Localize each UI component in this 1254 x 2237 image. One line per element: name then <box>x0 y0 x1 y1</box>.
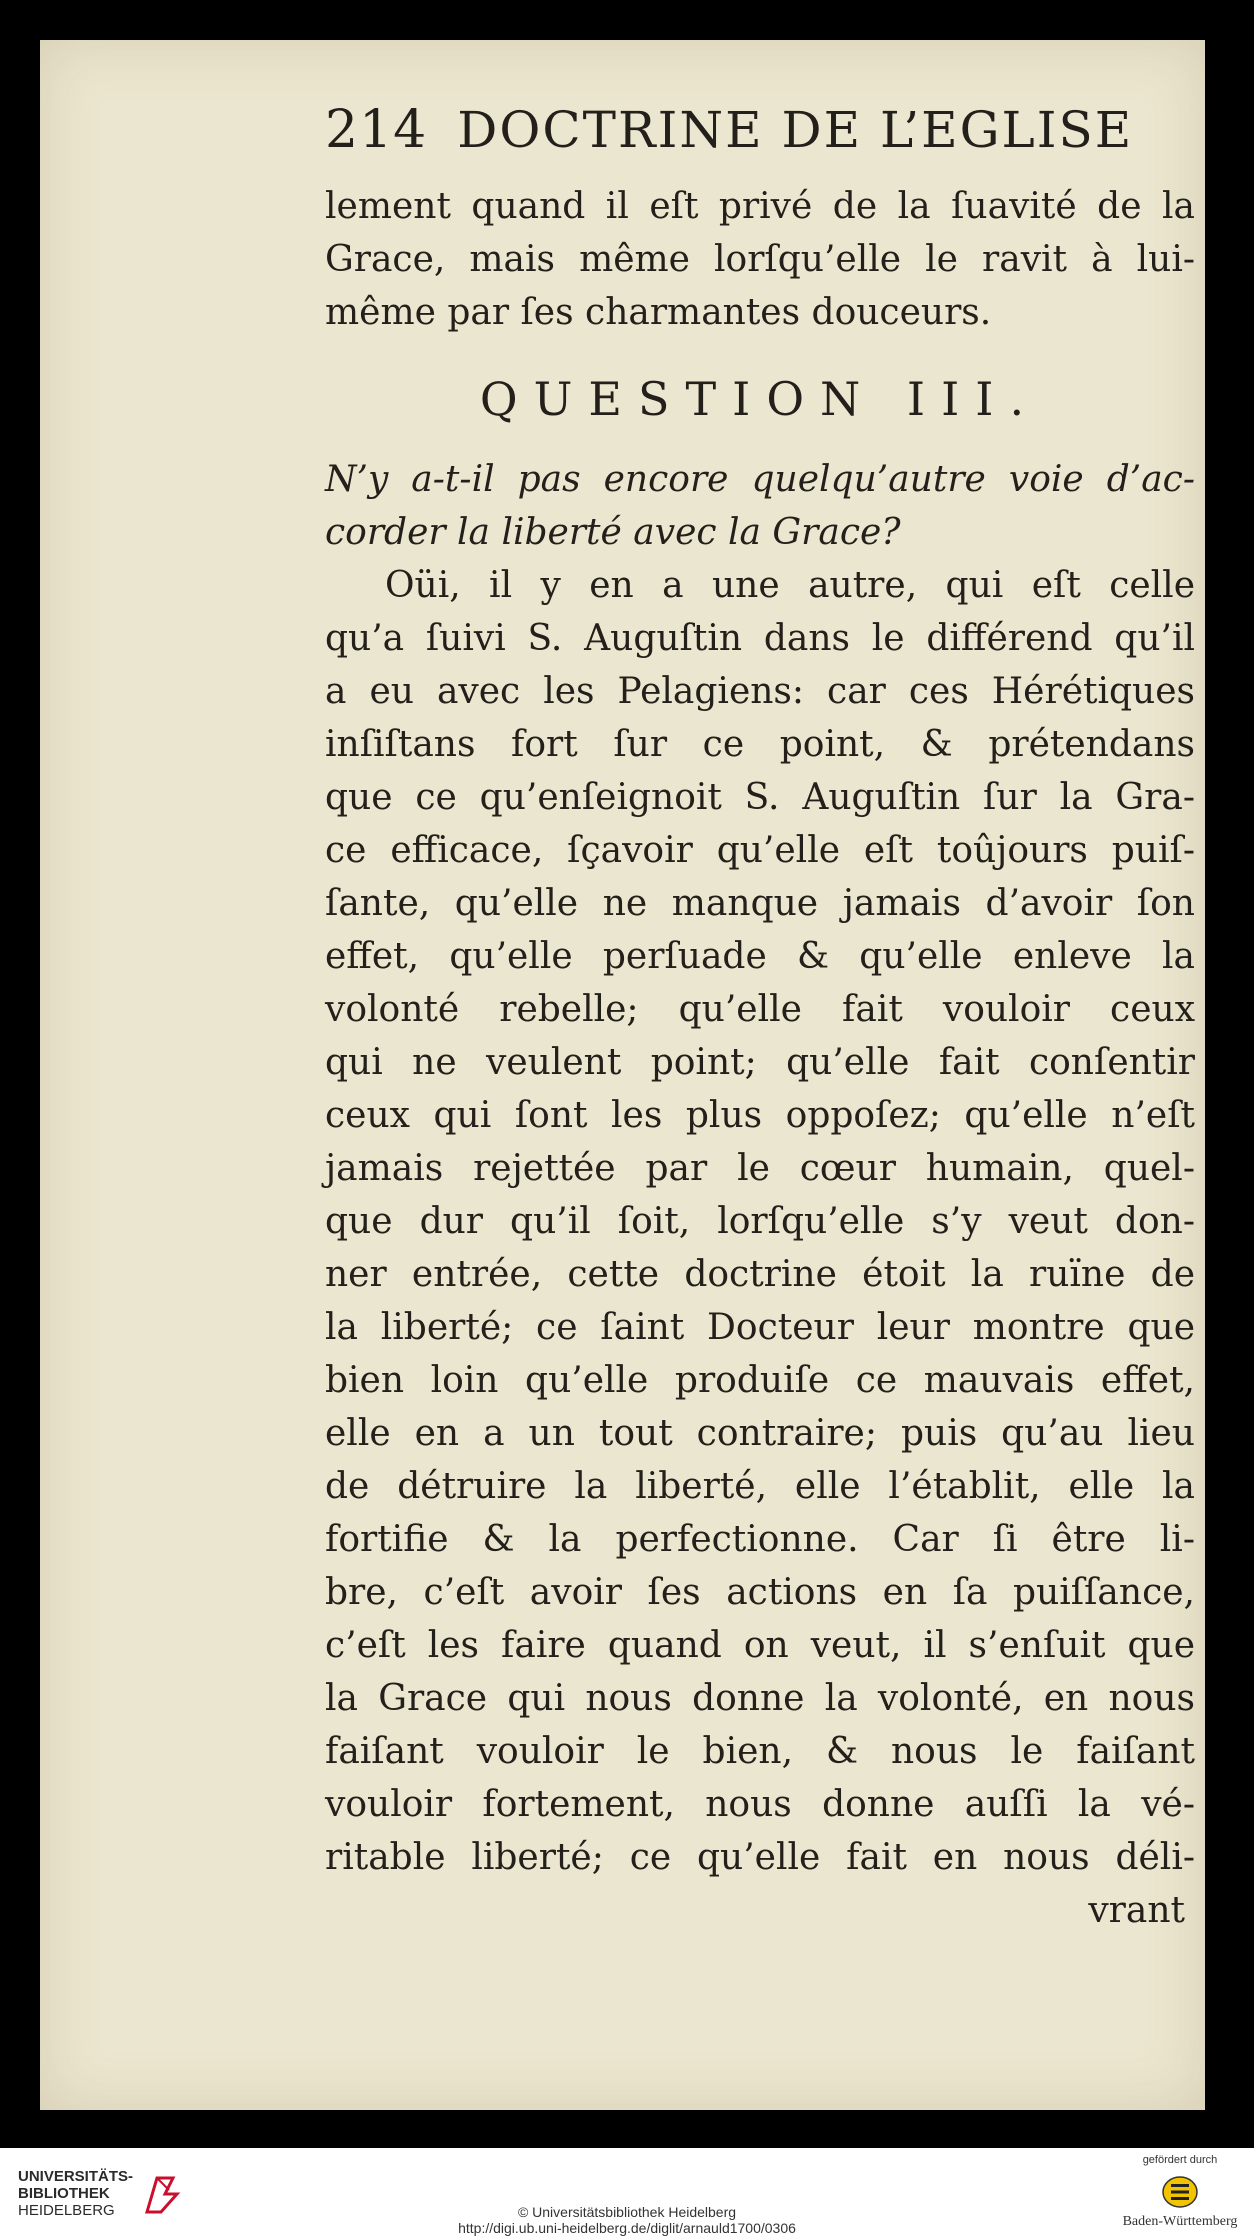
text-line: volonté rebelle; qu’elle fait vouloir ceux <box>325 989 1195 1030</box>
question-text <box>325 453 1240 559</box>
sponsor-block[interactable] <box>1120 2154 1240 2230</box>
text-line: de détruire la liberté, elle l’établit, elle la <box>325 1466 1195 1507</box>
text-block <box>325 100 1240 1937</box>
copyright-notice: © Universitätsbibliothek Heidelberg <box>517 2204 737 2220</box>
text-line: qui ne veulent point; qu’elle fait conſentir <box>325 1042 1195 1083</box>
text-line: fortifie & la perfectionne. Car ſi être li- <box>325 1519 1195 1560</box>
text-line: ritable liberté; ce qu’elle fait en nous déli- <box>325 1837 1195 1878</box>
text-line: ce efficace, ſçavoir qu’elle eſt toûjours puiſ- <box>325 830 1195 871</box>
text-line: même par ſes charmantes douceurs. <box>325 292 992 333</box>
text-line: ceux qui ſont les plus oppoſez; qu’elle n’eſt <box>325 1095 1195 1136</box>
text-line: qu’a ſuivi S. Auguſtin dans le différend qu’il <box>325 618 1195 659</box>
answer-paragraph <box>325 559 1240 1884</box>
viewer-footer <box>0 2148 1254 2237</box>
text-line: inſiſtans fort ſur ce point, & prétendans <box>325 724 1195 765</box>
text-line: faiſant vouloir le bien, & nous le faiſant <box>325 1731 1195 1772</box>
text-line: effet, qu’elle perſuade & qu’elle enleve la <box>325 936 1195 977</box>
page-number: 214 <box>325 100 428 160</box>
text-line: c’eſt les faire quand on veut, il s’enſuit que <box>325 1625 1195 1666</box>
text-line: Oüi, il y en a une autre, qui eſt celle <box>385 565 1195 606</box>
text-line: que ce qu’enſeignoit S. Auguſtin ſur la Gra- <box>325 777 1195 818</box>
scanned-page <box>40 40 1205 2110</box>
state-crest-icon <box>1160 2172 1200 2212</box>
text-line: bre, c’eſt avoir ſes actions en ſa puiſſance, <box>325 1572 1195 1613</box>
permalink[interactable]: http://digi.ub.uni-heidelberg.de/diglit/arnauld1700/0306 <box>458 2220 796 2236</box>
sponsor-name: Baden-Württemberg <box>1122 2214 1238 2229</box>
text-line: N’y a-t-il pas encore quelqu’autre voie d’ac- <box>325 459 1195 500</box>
library-name-line: BIBLIOTHEK <box>18 2185 110 2202</box>
library-name-line: UNIVERSITÄTS- <box>18 2168 134 2185</box>
text-line: corder la liberté avec la Grace? <box>325 512 901 553</box>
catchword: vrant <box>1088 1890 1185 1931</box>
text-line: ner entrée, cette doctrine étoit la ruïne de <box>325 1254 1195 1295</box>
text-line: jamais rejettée par le cœur humain, quel- <box>325 1148 1195 1189</box>
question-heading: QUESTION III. <box>479 372 1041 426</box>
text-line: la Grace qui nous donne la volonté, en nous <box>325 1678 1195 1719</box>
opening-paragraph <box>325 180 1240 339</box>
text-line: bien loin qu’elle produiſe ce mauvais effet, <box>325 1360 1195 1401</box>
text-line: la liberté; ce ſaint Docteur leur montre que <box>325 1307 1195 1348</box>
sponsor-label: gefördert durch <box>1142 2154 1218 2166</box>
text-line: a eu avec les Pelagiens: car ces Hérétiques <box>325 671 1195 712</box>
text-line: ſante, qu’elle ne manque jamais d’avoir ſon <box>325 883 1195 924</box>
text-line: Grace, mais même lorſqu’elle le ravit à lui- <box>325 239 1195 280</box>
text-line: lement quand il eſt privé de la ſuavité de la <box>325 186 1195 227</box>
text-line: elle en a un tout contraire; puis qu’au lieu <box>325 1413 1195 1454</box>
running-head-title: DOCTRINE DE L’EGLISE <box>457 101 1134 159</box>
library-name-line: HEIDELBERG <box>18 2202 115 2219</box>
running-head <box>325 100 1240 180</box>
text-line: vouloir fortement, nous donne auſſi la vé- <box>325 1784 1195 1825</box>
text-line: que dur qu’il ſoit, lorſqu’elle s’y veut don- <box>325 1201 1195 1242</box>
